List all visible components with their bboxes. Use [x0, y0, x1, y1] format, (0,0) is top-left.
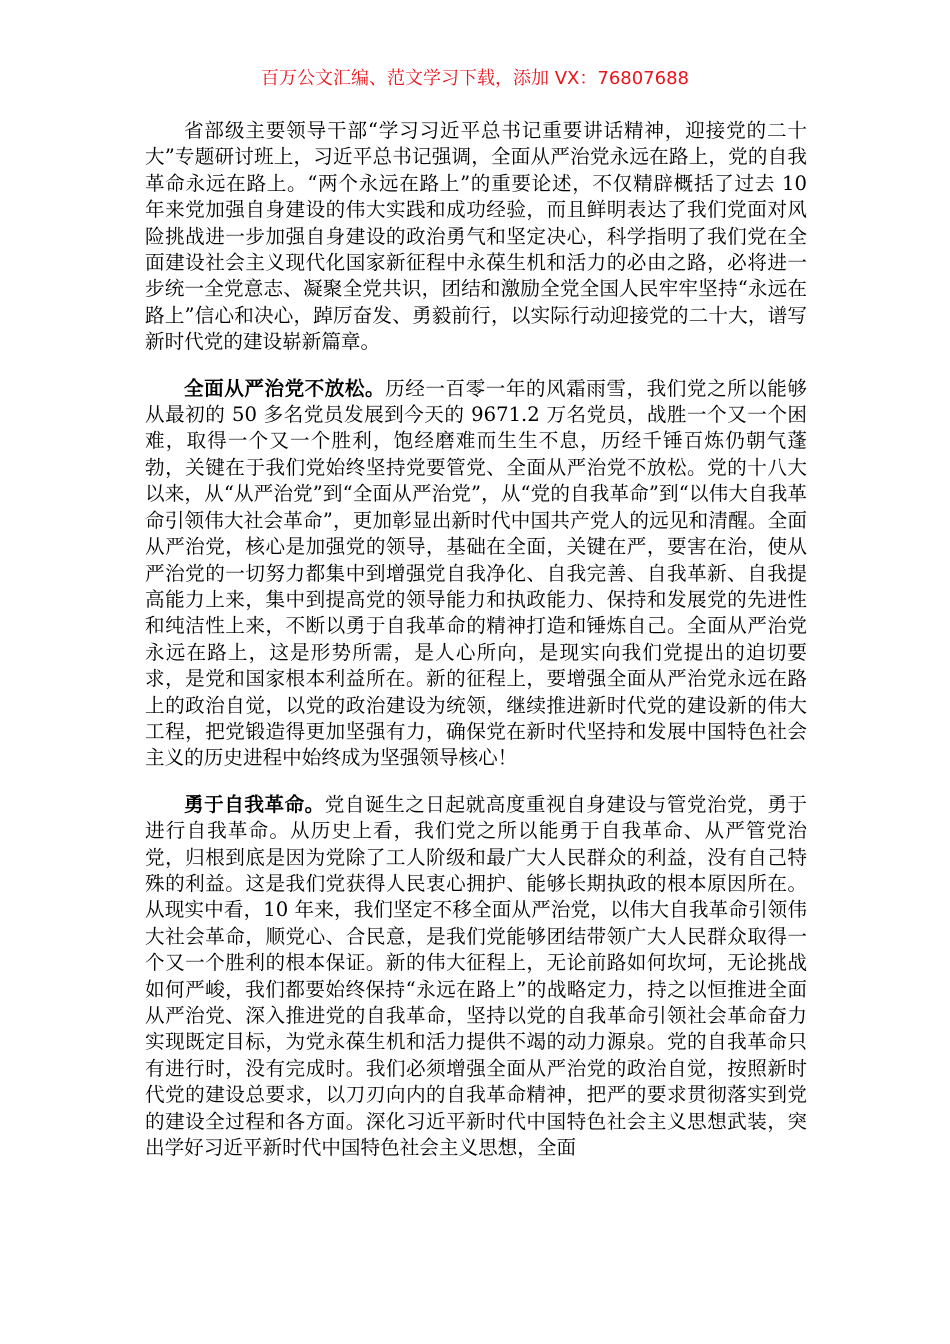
- paragraph-heading: 全面从严治党不放松。: [184, 376, 386, 400]
- paragraph-self-revolution: [145, 792, 807, 1162]
- paragraph-text: 党自诞生之日起就高度重视自身建设与管党治党，勇于进行自我革命。从历史上看，我们党之所以能勇于自我革命、从严管党治党，归根到底是因为党除了工人阶级和最广大人民群众的利益，没有自己特殊的利益。这是我们党获得人民衷心拥护、能够长期执政的根本原因所在。从现实中看，10 年来，我们坚定不移全面从严治党，以伟大自我革命引领伟大社会革命，顺党心、合民意，是我们党能够团结带领广大人民群众取得一个又一个胜利的根本保证。新的伟大征程上，无论前路如何坎坷，无论挑战如何严峻，我们都要始终保持“永远在路上”的战略定力，持之以恒推进全面从严治党、深入推进党的自我革命，坚持以党的自我革命引领社会革命奋力实现既定目标，为党永葆生机和活力提供不竭的动力源泉。党的自我革命只有进行时，没有完成时。我们必须增强全面从严治党的政治自觉，按照新时代党的建设总要求，以刀刃向内的自我革命精神，把严的要求贯彻落实到党的建设全过程和各方面。深化习近平新时代中国特色社会主义思想武装，突出学好习近平新时代中国特色社会主义思想，全面: [145, 792, 808, 1160]
- paragraph-text: 省部级主要领导干部“学习习近平总书记重要讲话精神，迎接党的二十大”专题研讨班上，习近平总书记强调，全面从严治党永远在路上，党的自我革命永远在路上。“两个永远在路上”的重要论述，不仅精辟概括了过去 10 年来党加强自身建设的伟大实践和成功经验，而且鲜明表达了我们党面对风险挑战进一步加强自身建设的政治勇气和坚定决心，科学指明了我们党在全面建设社会主义现代化国家新征程中永葆生机和活力的必由之路，必将进一步统一全党意志、凝聚全党共识，团结和激励全党全国人民牢牢坚持“永远在路上”信心和决心，踔厉奋发、勇毅前行，以实际行动迎接党的二十大，谱写新时代党的建设崭新篇章。: [145, 119, 807, 354]
- header-banner: 百万公文汇编、范文学习下载，添加 VX：76807688: [261, 68, 689, 89]
- document-body: [145, 118, 807, 1181]
- paragraph-heading: 勇于自我革命。: [184, 792, 325, 816]
- paragraph-text: 历经一百零一年的风霜雨雪，我们党之所以能够从最初的 50 多名党员发展到今天的 9671.2 万名党员，战胜一个又一个困难，取得一个又一个胜利，饱经磨难而生生不息，历经千锤百炼仍朝气蓬勃，关键在于我们党始终坚持党要管党、全面从严治党不放松。党的十八大以来，从“从严治党”到“全面从严治党”，从“党的自我革命”到“以伟大自我革命引领伟大社会革命”，更加彰显出新时代中国共产党人的远见和清醒。全面从严治党，核心是加强党的领导，基础在全面，关键在严，要害在治，使从严治党的一切努力都集中到增强党自我净化、自我完善、自我革新、自我提高能力上来，集中到提高党的领导能力和执政能力、保持和发展党的先进性和纯洁性上来，不断以勇于自我革命的精神打造和锤炼自己。全面从严治党永远在路上，这是形势所需，是人心所向，是现实向我们党提出的迫切要求，是党和国家根本利益所在。新的征程上，要增强全面从严治党永远在路上的政治自觉，以党的政治建设为统领，继续推进新时代党的建设新的伟大工程，把党锻造得更加坚强有力，确保党在新时代坚持和发展中国特色社会主义的历史进程中始终成为坚强领导核心！: [145, 376, 808, 770]
- paragraph-intro: [145, 118, 807, 356]
- paragraph-strict-governance: [145, 376, 807, 772]
